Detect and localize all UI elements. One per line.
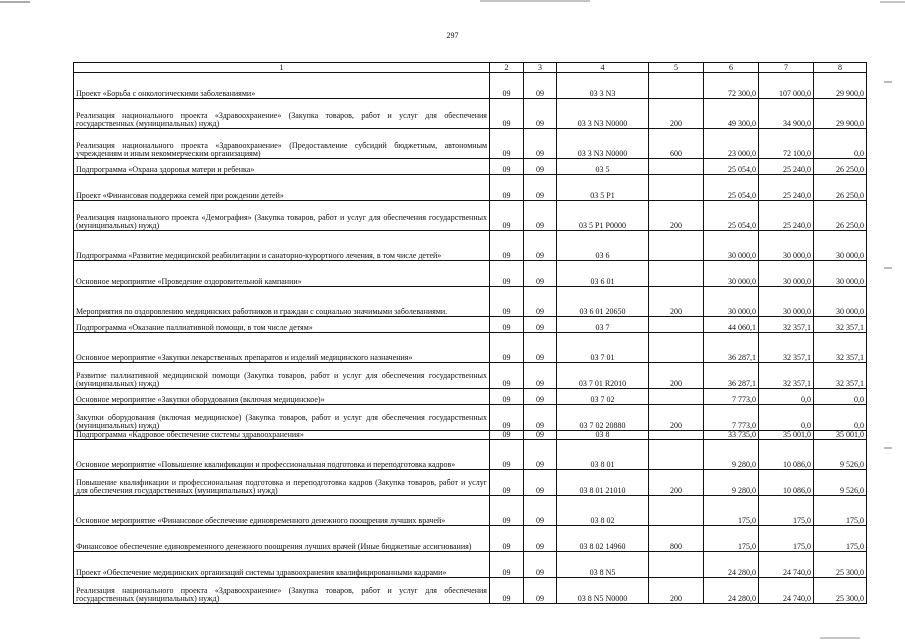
target-code-cell: 03 7 01 <box>557 333 649 363</box>
year1-amount-cell: 30 000,0 <box>704 287 759 317</box>
year3-amount-cell: 26 250,0 <box>814 201 867 231</box>
target-code-cell: 03 5 P1 <box>557 175 649 201</box>
subsection-cell: 09 <box>524 175 557 201</box>
table-row <box>74 578 867 604</box>
year2-amount-cell: 175,0 <box>759 526 814 552</box>
target-code-cell: 03 7 01 R2010 <box>557 363 649 389</box>
expense-type-cell <box>649 496 704 526</box>
expense-type-cell <box>649 231 704 261</box>
year3-amount-cell: 30 000,0 <box>814 231 867 261</box>
year2-amount-cell: 35 001,0 <box>759 431 814 440</box>
expense-type-cell <box>649 440 704 470</box>
subsection-cell: 09 <box>524 389 557 405</box>
table-row <box>74 231 867 261</box>
table-row <box>74 99 867 129</box>
section-cell: 09 <box>490 129 524 159</box>
row-name-cell: Мероприятия по оздоровлению медицинских работников и граждан с социально значимыми заболеваниями. <box>74 287 490 317</box>
section-cell: 09 <box>490 201 524 231</box>
column-header: 8 <box>814 63 867 73</box>
target-code-cell: 03 8 N5 N0000 <box>557 578 649 604</box>
target-code-cell: 03 3 N3 N0000 <box>557 99 649 129</box>
section-cell: 09 <box>490 405 524 431</box>
year1-amount-cell: 175,0 <box>704 526 759 552</box>
row-name-cell: Повышение квалификации и профессиональная подготовка и переподготовка кадров (Закупка товаров, работ и услуг для обеспечения государственных (муниципальных) нужд) <box>74 470 490 496</box>
year1-amount-cell: 33 735,0 <box>704 431 759 440</box>
year1-amount-cell: 23 000,0 <box>704 129 759 159</box>
subsection-cell: 09 <box>524 261 557 287</box>
section-cell: 09 <box>490 287 524 317</box>
year3-amount-cell: 29 900,0 <box>814 73 867 99</box>
year3-amount-cell: 175,0 <box>814 526 867 552</box>
year3-amount-cell: 9 526,0 <box>814 440 867 470</box>
year3-amount-cell: 25 300,0 <box>814 578 867 604</box>
section-cell: 09 <box>490 526 524 552</box>
table-row <box>74 73 867 99</box>
section-cell: 09 <box>490 496 524 526</box>
row-name-cell: Подпрограмма «Охрана здоровья матери и ребенка» <box>74 159 490 175</box>
year2-amount-cell: 10 086,0 <box>759 440 814 470</box>
year3-amount-cell: 32 357,1 <box>814 363 867 389</box>
row-name-cell: Основное мероприятие «Проведение оздоровительной кампании» <box>74 261 490 287</box>
year2-amount-cell: 30 000,0 <box>759 261 814 287</box>
subsection-cell: 09 <box>524 440 557 470</box>
subsection-cell: 09 <box>524 159 557 175</box>
row-name-cell: Развитие паллиативной медицинской помощи (Закупка товаров, работ и услуг для обеспечения государственных (муниципальных) нужд) <box>74 363 490 389</box>
year2-amount-cell: 25 240,0 <box>759 159 814 175</box>
row-name-cell: Подпрограмма «Кадровое обеспечение системы здравоохранения» <box>74 431 490 440</box>
expense-type-cell <box>649 317 704 333</box>
year1-amount-cell: 175,0 <box>704 496 759 526</box>
expense-type-cell: 200 <box>649 287 704 317</box>
section-cell: 09 <box>490 231 524 261</box>
target-code-cell: 03 7 02 20880 <box>557 405 649 431</box>
row-name-cell: Реализация национального проекта «Здравоохранение» (Закупка товаров, работ и услуг для обеспечения государственных (муниципальных) нужд) <box>74 578 490 604</box>
year3-amount-cell: 26 250,0 <box>814 159 867 175</box>
row-name-cell: Финансовое обеспечение единовременного денежного поощрения лучших врачей (Иные бюджетные ассигнования) <box>74 526 490 552</box>
target-code-cell: 03 6 <box>557 231 649 261</box>
year3-amount-cell: 30 000,0 <box>814 261 867 287</box>
year1-amount-cell: 7 773,0 <box>704 389 759 405</box>
table-row <box>74 431 867 440</box>
target-code-cell: 03 7 <box>557 317 649 333</box>
year2-amount-cell: 32 357,1 <box>759 317 814 333</box>
section-cell: 09 <box>490 440 524 470</box>
expense-type-cell <box>649 389 704 405</box>
target-code-cell: 03 8 01 21010 <box>557 470 649 496</box>
section-cell: 09 <box>490 363 524 389</box>
expense-type-cell: 600 <box>649 129 704 159</box>
subsection-cell: 09 <box>524 317 557 333</box>
target-code-cell: 03 6 01 <box>557 261 649 287</box>
column-header: 4 <box>557 63 649 73</box>
row-name-cell: Реализация национального проекта «Здравоохранение» (Предоставление субсидий бюджетным, автономным учреждениям и иным некоммерческим организациям) <box>74 129 490 159</box>
year1-amount-cell: 25 054,0 <box>704 175 759 201</box>
target-code-cell: 03 8 N5 <box>557 552 649 578</box>
year2-amount-cell: 24 740,0 <box>759 578 814 604</box>
subsection-cell: 09 <box>524 231 557 261</box>
expense-type-cell <box>649 261 704 287</box>
subsection-cell: 09 <box>524 99 557 129</box>
target-code-cell: 03 8 02 14960 <box>557 526 649 552</box>
year3-amount-cell: 0,0 <box>814 405 867 431</box>
subsection-cell: 09 <box>524 129 557 159</box>
section-cell: 09 <box>490 552 524 578</box>
expense-type-cell <box>649 431 704 440</box>
target-code-cell: 03 5 P1 P0000 <box>557 201 649 231</box>
subsection-cell: 09 <box>524 363 557 389</box>
expense-type-cell: 200 <box>649 405 704 431</box>
column-header: 2 <box>490 63 524 73</box>
table-row <box>74 333 867 363</box>
page-number: 297 <box>446 31 459 40</box>
expense-type-cell <box>649 159 704 175</box>
section-cell: 09 <box>490 317 524 333</box>
year1-amount-cell: 72 300,0 <box>704 73 759 99</box>
section-cell: 09 <box>490 99 524 129</box>
year2-amount-cell: 10 086,0 <box>759 470 814 496</box>
target-code-cell: 03 8 02 <box>557 496 649 526</box>
table-row <box>74 389 867 405</box>
year3-amount-cell: 35 001,0 <box>814 431 867 440</box>
year3-amount-cell: 175,0 <box>814 496 867 526</box>
subsection-cell: 09 <box>524 333 557 363</box>
section-cell: 09 <box>490 73 524 99</box>
year3-amount-cell: 9 526,0 <box>814 470 867 496</box>
year1-amount-cell: 25 054,0 <box>704 159 759 175</box>
section-cell: 09 <box>490 159 524 175</box>
table-row <box>74 201 867 231</box>
section-cell: 09 <box>490 261 524 287</box>
table-row <box>74 363 867 389</box>
table-row <box>74 496 867 526</box>
section-cell: 09 <box>490 389 524 405</box>
column-header: 3 <box>524 63 557 73</box>
year2-amount-cell: 25 240,0 <box>759 201 814 231</box>
section-cell: 09 <box>490 578 524 604</box>
year2-amount-cell: 107 000,0 <box>759 73 814 99</box>
table-row <box>74 287 867 317</box>
section-cell: 09 <box>490 175 524 201</box>
subsection-cell: 09 <box>524 578 557 604</box>
column-header: 5 <box>649 63 704 73</box>
year1-amount-cell: 24 280,0 <box>704 578 759 604</box>
year1-amount-cell: 36 287,1 <box>704 333 759 363</box>
table-row <box>74 175 867 201</box>
year1-amount-cell: 9 280,0 <box>704 440 759 470</box>
year2-amount-cell: 25 240,0 <box>759 175 814 201</box>
year2-amount-cell: 72 100,0 <box>759 129 814 159</box>
column-header: 1 <box>74 63 490 73</box>
target-code-cell: 03 8 <box>557 431 649 440</box>
subsection-cell: 09 <box>524 201 557 231</box>
year1-amount-cell: 49 300,0 <box>704 99 759 129</box>
year1-amount-cell: 25 054,0 <box>704 201 759 231</box>
row-name-cell: Основное мероприятие «Закупки оборудования (включая медицинское)» <box>74 389 490 405</box>
table-row <box>74 129 867 159</box>
year1-amount-cell: 30 000,0 <box>704 261 759 287</box>
expense-type-cell: 200 <box>649 201 704 231</box>
year1-amount-cell: 36 287,1 <box>704 363 759 389</box>
row-name-cell: Подпрограмма «Развитие медицинской реабилитации и санаторно-курортного лечения, в том числе детей» <box>74 231 490 261</box>
row-name-cell: Реализация национального проекта «Демография» (Закупка товаров, работ и услуг для обеспечения государственных (муниципальных) нужд) <box>74 201 490 231</box>
target-code-cell: 03 5 <box>557 159 649 175</box>
subsection-cell: 09 <box>524 470 557 496</box>
table-row <box>74 159 867 175</box>
table-row <box>74 317 867 333</box>
year1-amount-cell: 30 000,0 <box>704 231 759 261</box>
table-row <box>74 526 867 552</box>
year3-amount-cell: 29 900,0 <box>814 99 867 129</box>
expense-type-cell: 200 <box>649 99 704 129</box>
year1-amount-cell: 44 060,1 <box>704 317 759 333</box>
year3-amount-cell: 26 250,0 <box>814 175 867 201</box>
subsection-cell: 09 <box>524 496 557 526</box>
target-code-cell: 03 3 N3 N0000 <box>557 129 649 159</box>
row-name-cell: Проект «Финансовая поддержка семей при рождении детей» <box>74 175 490 201</box>
subsection-cell: 09 <box>524 73 557 99</box>
row-name-cell: Проект «Борьба с онкологическими заболеваниями» <box>74 73 490 99</box>
row-name-cell: Закупки оборудования (включая медицинское) (Закупка товаров, работ и услуг для обеспечения государственных (муниципальных) нужд) <box>74 405 490 431</box>
budget-table <box>73 62 867 604</box>
year2-amount-cell: 0,0 <box>759 405 814 431</box>
year2-amount-cell: 30 000,0 <box>759 287 814 317</box>
row-name-cell: Основное мероприятие «Повышение квалификации и профессиональная подготовка и переподготовка кадров» <box>74 440 490 470</box>
year2-amount-cell: 32 357,1 <box>759 333 814 363</box>
year1-amount-cell: 24 280,0 <box>704 552 759 578</box>
table-row <box>74 405 867 431</box>
subsection-cell: 09 <box>524 431 557 440</box>
expense-type-cell: 200 <box>649 363 704 389</box>
row-name-cell: Реализация национального проекта «Здравоохранение» (Закупка товаров, работ и услуг для обеспечения государственных (муниципальных) нужд) <box>74 99 490 129</box>
target-code-cell: 03 7 02 <box>557 389 649 405</box>
year3-amount-cell: 0,0 <box>814 389 867 405</box>
year2-amount-cell: 30 000,0 <box>759 231 814 261</box>
section-cell: 09 <box>490 333 524 363</box>
expense-type-cell <box>649 73 704 99</box>
table-row <box>74 440 867 470</box>
section-cell: 09 <box>490 470 524 496</box>
year3-amount-cell: 32 357,1 <box>814 333 867 363</box>
subsection-cell: 09 <box>524 552 557 578</box>
year2-amount-cell: 24 740,0 <box>759 552 814 578</box>
year2-amount-cell: 34 900,0 <box>759 99 814 129</box>
row-name-cell: Основное мероприятие «Финансовое обеспечение единовременного денежного поощрения лучших врачей» <box>74 496 490 526</box>
subsection-cell: 09 <box>524 405 557 431</box>
year2-amount-cell: 0,0 <box>759 389 814 405</box>
year1-amount-cell: 7 773,0 <box>704 405 759 431</box>
year3-amount-cell: 32 357,1 <box>814 317 867 333</box>
section-cell: 09 <box>490 431 524 440</box>
row-name-cell: Основное мероприятие «Закупки лекарственных препаратов и изделий медицинского назначения» <box>74 333 490 363</box>
expense-type-cell: 800 <box>649 526 704 552</box>
year2-amount-cell: 32 357,1 <box>759 363 814 389</box>
table-row <box>74 470 867 496</box>
row-name-cell: Проект «Обеспечение медицинских организаций системы здравоохранения квалифицированными кадрами» <box>74 552 490 578</box>
subsection-cell: 09 <box>524 287 557 317</box>
expense-type-cell <box>649 175 704 201</box>
year3-amount-cell: 25 300,0 <box>814 552 867 578</box>
expense-type-cell: 200 <box>649 578 704 604</box>
expense-type-cell: 200 <box>649 470 704 496</box>
target-code-cell: 03 3 N3 <box>557 73 649 99</box>
column-header: 7 <box>759 63 814 73</box>
expense-type-cell <box>649 552 704 578</box>
column-header: 6 <box>704 63 759 73</box>
table-header-row <box>74 63 867 73</box>
year1-amount-cell: 9 280,0 <box>704 470 759 496</box>
table-row <box>74 552 867 578</box>
table-row <box>74 261 867 287</box>
target-code-cell: 03 8 01 <box>557 440 649 470</box>
subsection-cell: 09 <box>524 526 557 552</box>
year3-amount-cell: 0,0 <box>814 129 867 159</box>
expense-type-cell <box>649 333 704 363</box>
year3-amount-cell: 30 000,0 <box>814 287 867 317</box>
target-code-cell: 03 6 01 20650 <box>557 287 649 317</box>
row-name-cell: Подпрограмма «Оказание паллиативной помощи, в том числе детям» <box>74 317 490 333</box>
year2-amount-cell: 175,0 <box>759 496 814 526</box>
